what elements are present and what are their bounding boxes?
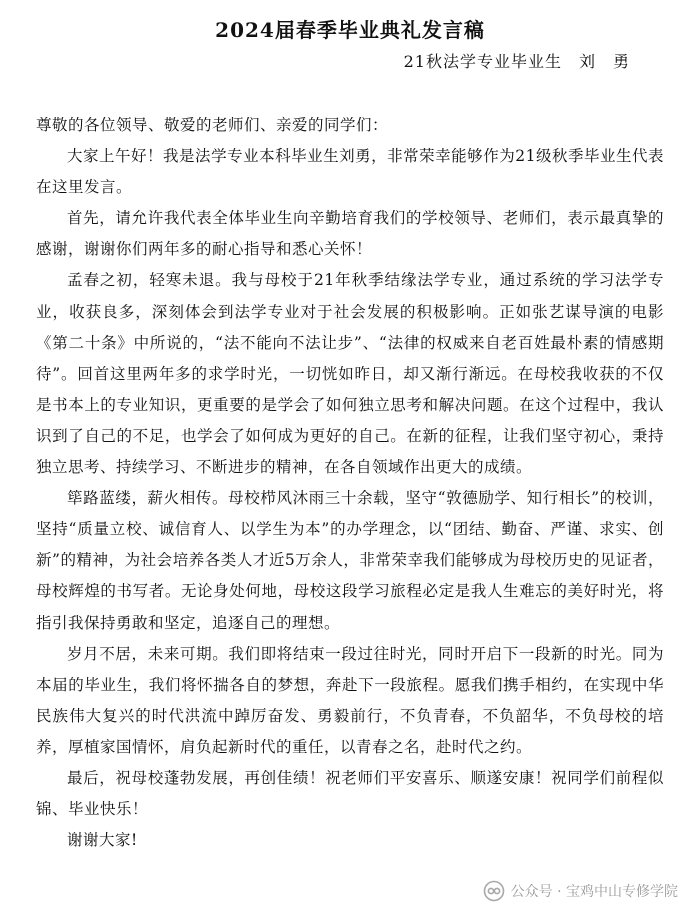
paragraph-school-history: 筚路蓝缕，薪火相传。母校栉风沐雨三十余载，坚守“敦德励学、知行相长”的校训，坚持“质量立校、诚信育人、以学生为本”的办学理念，以“团结、勤奋、严谨、求实、创新”的精神，为社会培养各类人才近5万余人，非常荣幸我们能够成为母校历史的见证者，母校辉煌的书写者。无论身处何地，母校这段学习旅程必定是我人生难忘的美好时光，将指引我保持勇敢和坚定，追逐自己的理想。 bbox=[36, 489, 664, 632]
watermark-text: 公众号 · 宝鸡中山专修学院 bbox=[510, 884, 678, 900]
paragraph-thanks: 首先，请允许我代表全体毕业生向辛勤培育我们的学校领导、老师们，表示最真挚的感谢，谢谢你们两年多的耐心指导和悉心关怀！ bbox=[36, 209, 664, 259]
wechat-official-account-icon bbox=[483, 880, 505, 902]
paragraph-greeting: 大家上午好！我是法学专业本科毕业生刘勇，非常荣幸能够作为21级秋季毕业生代表在这里发言。 bbox=[36, 147, 664, 197]
salutation: 尊敬的各位领导、敬爱的老师们、亲爱的同学们： bbox=[36, 116, 389, 134]
paragraph-future: 岁月不居，未来可期。我们即将结束一段过往时光，同时开启下一段新的时光。同为本届的毕业生，我们将怀揣各自的梦想，奔赴下一段旅程。愿我们携手相约，在实现中华民族伟大复兴的时代洪流中踔厉奋发、勇毅前行，不负青春，不负韶华，不负母校的培养，厚植家国情怀，肩负起新时代的重任，以青春之名，赴时代之约。 bbox=[36, 644, 664, 756]
author-byline: 21秋法学专业毕业生 刘 勇 bbox=[403, 52, 630, 71]
watermark bbox=[483, 880, 678, 902]
document-title: 2024届春季毕业典礼发言稿 bbox=[215, 18, 485, 42]
paragraph-closing: 谢谢大家! bbox=[67, 831, 138, 850]
paragraph-study-experience: 孟春之初，轻寒未退。我与母校于21年秋季结缘法学专业，通过系统的学习法学专业，收获良多，深刻体会到法学专业对于社会发展的积极影响。正如张艺谋导演的电影《第二十条》中所说的，“法不能向不法让步”、“法律的权威来自老百姓最朴素的情感期待”。回首这里两年多的求学时光，一切恍如昨日，却又渐行渐远。在母校我收获的不仅是书本上的专业知识，更重要的是学会了如何独立思考和解决问题。在这个过程中，我认识到了自己的不足，也学会了如何成为更好的自己。在新的征程，让我们坚守初心，秉持独立思考、持续学习、不断进步的精神，在各自领域作出更大的成绩。 bbox=[36, 271, 664, 477]
speech-body bbox=[36, 110, 664, 856]
paragraph-wishes: 最后，祝母校蓬勃发展，再创佳绩！祝老师们平安喜乐、顺遂安康！祝同学们前程似锦、毕业快乐！ bbox=[36, 768, 664, 819]
